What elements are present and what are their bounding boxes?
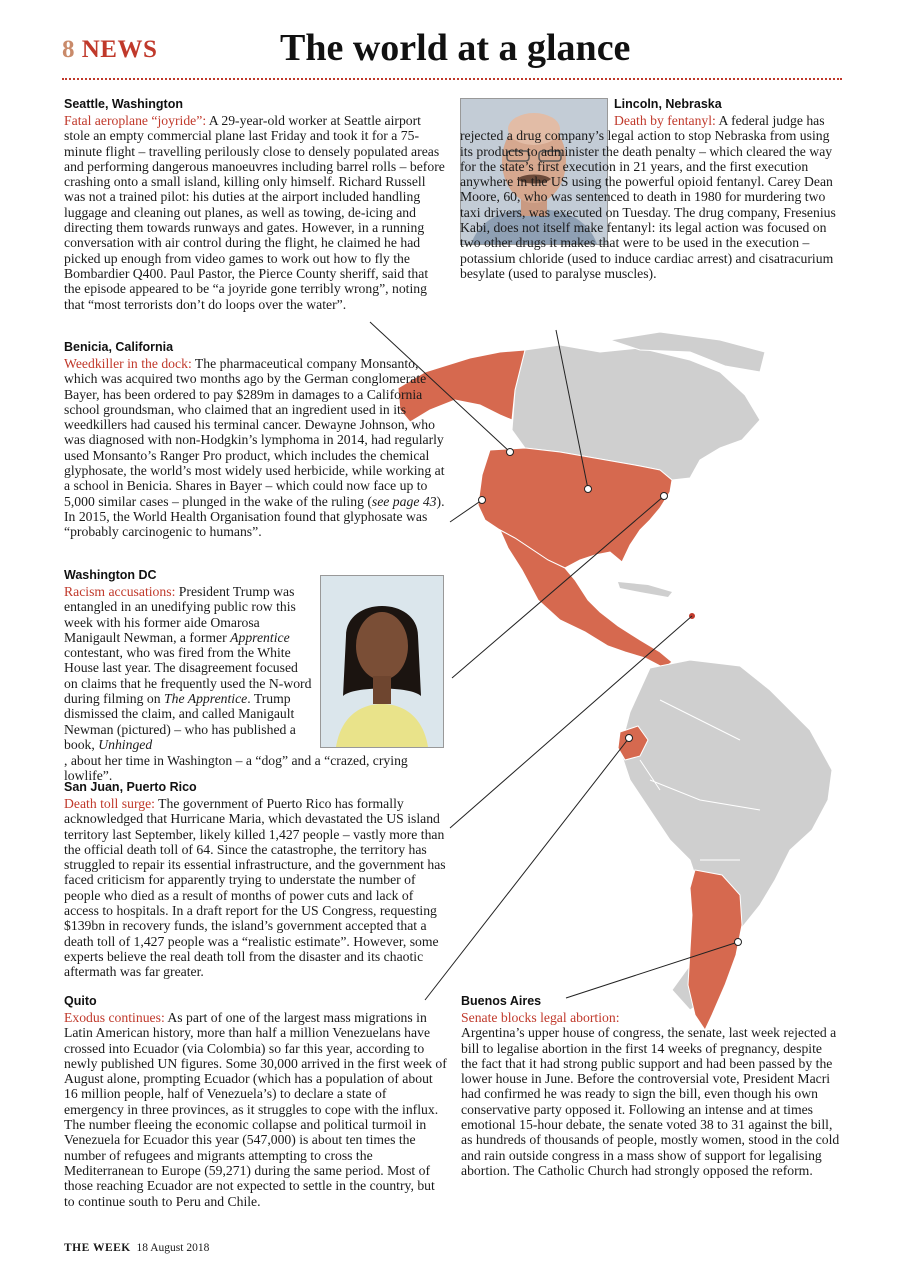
story-body-end: ). In 2015, the World Health Organisation found that glyphosate was “probably carcinogenic to humans”. xyxy=(64,493,445,540)
story-place: Quito xyxy=(64,994,97,1008)
story-kicker: Racism accusations: xyxy=(64,584,176,599)
publication-name: THE WEEK xyxy=(64,1242,131,1254)
story-place: Lincoln, Nebraska xyxy=(614,97,722,111)
story-kicker: Exodus continues: xyxy=(64,1010,165,1025)
story-text: , about her time in Washington – a “dog” and a “crazed, crying lowlife”. xyxy=(64,753,408,784)
marker-benicia xyxy=(479,497,486,504)
story-lincoln xyxy=(614,97,844,113)
marker-lincoln xyxy=(585,486,592,493)
footer xyxy=(64,1242,209,1254)
marker-seattle xyxy=(507,449,514,456)
page-title: The world at a glance xyxy=(280,27,631,69)
story-text xyxy=(460,113,844,281)
story-body: contestant, who was fired from the White House last year. The disagreement focused on claims that he frequently used the N-word during filming on xyxy=(64,645,312,707)
story-buenos-aires xyxy=(461,994,841,1178)
story-body: . Trump dismissed the claim, and called Manigault Newman (pictured) – who has published a book, xyxy=(64,691,296,752)
story-kicker: Senate blocks legal abortion: xyxy=(461,1010,620,1025)
story-text xyxy=(64,356,447,540)
story-washington-end xyxy=(64,753,447,784)
story-body: A 29-year-old worker at Seattle airport stole an empty commercial plane last Friday and took it for a 75-minute flight – travelling perilously close to densely populated areas and performing dangerous manoeuvres including barrel rolls – before crashing onto a small island, killing only himself. Richard Russell was not a trained pilot: his duties at the airport included handling luggage and cleaning out planes, as well as towing, de-icing and directing them towards runways and gates. However, in a running conversation with air control during the flight, he claimed he had picked up enough from video games to work out how to fly the Bombardier Q400. Paul Pastor, the Pierce County sheriff, said that the episode appeared to be “a joyride gone terribly wrong”, noting that “most terrorists don’t do loops over the water”. xyxy=(64,113,445,312)
story-body: The government of Puerto Rico has formally acknowledged that Hurricane Maria, which devastated the US island territory last September, likely killed 1,427 people – vastly more than the official death toll of 64. Since the catastrophe, the territory has struggled to repair its essential infrastructure, and the government has faced criticism for apparently trying to understate the number of people who died as a result of months of power cuts and lack of access to hospitals. In a draft report for the US Congress, requesting $139bn in recovery funds, the island’s government accepted that a death toll of 1,427 people was a “realistic estimate”. However, some experts believe the real death toll from the disaster and its chaotic aftermath was far greater. xyxy=(64,796,446,980)
story-place: Washington DC xyxy=(64,568,157,582)
story-body: President Trump was entangled in an unedifying public row this week with his former aide Omarosa Manigault Newman, a former xyxy=(64,584,296,645)
story-text xyxy=(64,113,447,312)
issue-date: 18 August 2018 xyxy=(136,1242,210,1254)
page-reference: see page 43 xyxy=(371,493,437,509)
pointer-quito xyxy=(425,738,629,1000)
story-place: Seattle, Washington xyxy=(64,97,183,111)
story-place: Benicia, California xyxy=(64,340,174,354)
page-number: 8 xyxy=(62,36,75,63)
story-sanjuan xyxy=(64,780,447,980)
story-body: Argentina’s upper house of congress, the senate, last week rejected a bill to legalise abortion in the first 14 weeks of pregnancy, despite the fact that it had strong public support and had been passed by the lower house in June. Before the controversial vote, President Macri had confirmed he was ready to sign the bill, even though his own conservative party opposed it. Following an intense and at times emotional 15-hour debate, the senate voted 38 to 31 against the bill, as hundreds of thousands of people, mostly women, stood in the cold and rain outside congress in a mass show of support for legalising abortion. The Catholic Church had strongly opposed the reform. xyxy=(461,1025,840,1178)
show-title: The Apprentice xyxy=(164,691,248,707)
cuba-land xyxy=(618,582,672,597)
story-body: A federal judge has rejected a drug company’s legal action to stop Nebraska from using its products to administer the death penalty – which cleared the way for the state’s first execution in 21 years, and the first execution anywhere in the US using the powerful opioid fentanyl. Carey Dean Moore, 60, who was sentenced to death in 1980 for murdering two taxi drivers, was executed on Tuesday. The drug company, Fresenius Kabi, does not itself make fentanyl: its legal action was focused on two other drugs it makes that were to be used in the execution – potassium chloride (used to induce cardiac arrest) and cisatracurium besylate (used to paralyse muscles). xyxy=(460,113,836,281)
story-place: Buenos Aires xyxy=(461,994,542,1008)
story-kicker: Weedkiller in the dock: xyxy=(64,356,192,371)
story-body: As part of one of the largest mass migrations in Latin American history, more than half a million Venezuelans have crossed into Ecuador (via Colombia) so far this year, according to newly published UN figures. Some 30,000 arrived in the first week of August alone, prompting Ecuador (which has a population of about 16 million people, half of Venezuela’s) to declare a state of emergency in three provinces, as it struggles to cope with the influx. The number fleeing the economic collapse and political turmoil in Venezuela for Ecuador this year (547,000) is about ten times the number of refugees and migrants attempting to cross the Mediterranean to Europe (59,271) during the same period. Most of those reaching Ecuador are not expected to settle in the country, but to continue south to Peru and Chile. xyxy=(64,1010,447,1209)
story-text xyxy=(461,1010,841,1178)
story-kicker: Fatal aeroplane “joyride”: xyxy=(64,113,207,128)
story-seattle xyxy=(64,97,447,312)
story-washington xyxy=(64,568,316,752)
story-text xyxy=(64,1010,447,1209)
story-text xyxy=(64,584,444,752)
show-title: Apprentice xyxy=(230,629,290,645)
story-body: The pharmaceutical company Monsanto, which was acquired two months ago by the German conglomerate Bayer, has been ordered to pay $289m in damages to a California school groundsman, who claimed that an ingredient used in its weedkillers had caused his terminal cancer. Dewayne Johnson, who was diagnosed with non-Hodgkin’s lymphoma in 2014, had regularly used Monsanto’s Ranger Pro product, which includes the chemical glyphosate, the world’s most widely used herbicide, while working at a school in Benicia. Shares in Bayer – which could now face up to 5,000 similar cases – plunged in the wake of the ruling ( xyxy=(64,356,445,509)
story-quito xyxy=(64,994,447,1209)
story-place: San Juan, Puerto Rico xyxy=(64,780,197,794)
story-kicker: Death toll surge: xyxy=(64,796,155,811)
marker-buenos-aires xyxy=(735,939,742,946)
marker-washington xyxy=(661,493,668,500)
section-name: NEWS xyxy=(81,36,158,63)
book-title: Unhinged xyxy=(98,736,153,752)
story-benicia xyxy=(64,340,447,540)
story-text xyxy=(64,796,447,980)
pointer-benicia xyxy=(450,500,482,522)
story-kicker: Death by fentanyl: xyxy=(614,113,716,128)
story-lincoln-text xyxy=(460,113,844,281)
marker-quito xyxy=(626,735,633,742)
